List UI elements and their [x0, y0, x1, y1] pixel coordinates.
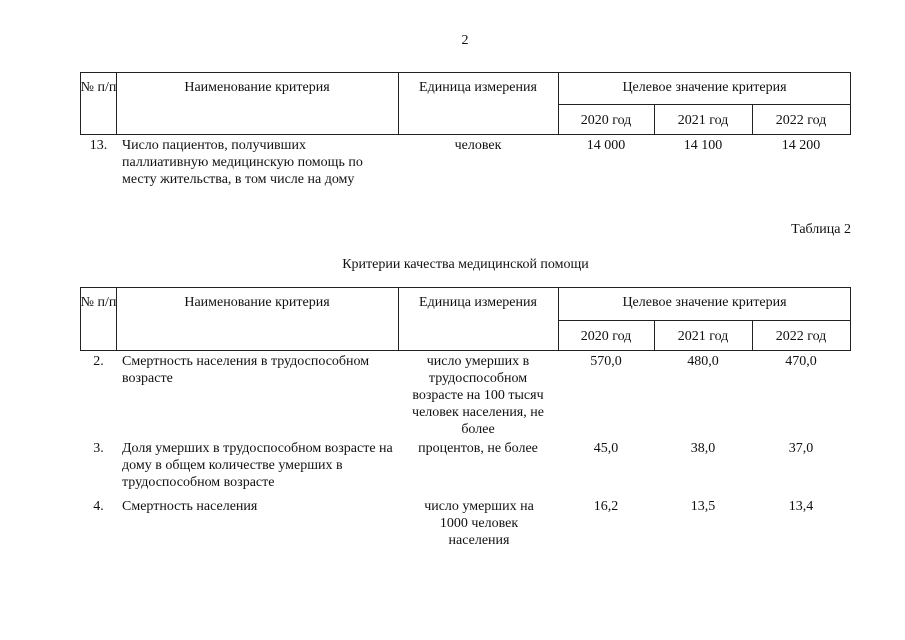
row-value-2022: 37,0	[788, 441, 814, 456]
row-value-2020: 14 000	[586, 138, 626, 153]
table-2-header-year-2020: 2020 год	[580, 329, 632, 344]
table-2-header-num: № п/п	[80, 295, 117, 310]
row-unit: человек	[454, 138, 502, 153]
table-2-header-divider	[558, 320, 851, 321]
row-unit: процентов, не более	[418, 441, 538, 456]
row-value-2021: 480,0	[687, 354, 719, 369]
table-1-header-year-2020: 2020 год	[580, 113, 632, 128]
row-criterion: Смертность населения в трудоспособном возрасте	[122, 354, 370, 386]
table-2-header-year-2022: 2022 год	[775, 329, 827, 344]
table-1-header-name: Наименование критерия	[184, 80, 330, 95]
row-value-2021: 14 100	[683, 138, 723, 153]
table-2-header-bottom	[80, 350, 851, 351]
row-criterion: Число пациентов, получивших паллиативную медицинскую помощь по месту жительства, в том числе на дому	[122, 138, 363, 187]
row-value-2021: 13,5	[690, 499, 716, 514]
table-1-header-bottom	[80, 134, 851, 135]
row-num: 3.	[93, 441, 104, 456]
row-value-2022: 14 200	[781, 138, 821, 153]
row-num: 13.	[89, 138, 108, 153]
table-2-header-target: Целевое значение критерия	[622, 295, 787, 310]
table-2-title: Критерии качества медицинской помощи	[342, 257, 589, 272]
row-value-2022: 470,0	[785, 354, 817, 369]
table-2-header-year-2021: 2021 год	[677, 329, 729, 344]
row-value-2020: 570,0	[590, 354, 622, 369]
row-value-2022: 13,4	[788, 499, 814, 514]
table-1-border-top	[80, 72, 851, 73]
table-2-header-name: Наименование критерия	[184, 295, 330, 310]
table-1-header-divider	[558, 104, 851, 105]
row-value-2020: 16,2	[593, 499, 619, 514]
table-2-border-top	[80, 287, 851, 288]
table-1-header-unit: Единица измерения	[419, 80, 537, 95]
row-value-2021: 38,0	[690, 441, 716, 456]
table-2-label: Таблица 2	[791, 222, 851, 237]
table-1-header-year-2021: 2021 год	[677, 113, 729, 128]
page-number: 2	[461, 33, 469, 48]
row-num: 4.	[93, 499, 104, 514]
row-unit: число умерших на 1000 человек населения	[424, 499, 534, 548]
table-1-header-target: Целевое значение критерия	[622, 80, 787, 95]
row-unit: число умерших в трудоспособном возрасте на 100 тысяч человек населения, не более	[412, 354, 544, 437]
table-1-header-num: № п/п	[80, 80, 117, 95]
table-1-header-year-2022: 2022 год	[775, 113, 827, 128]
row-criterion: Доля умерших в трудоспособном возрасте на дому в общем количестве умерших в трудоспособном возрасте	[122, 441, 393, 490]
row-num: 2.	[93, 354, 104, 369]
row-criterion: Смертность населения	[122, 499, 258, 514]
row-value-2020: 45,0	[593, 441, 619, 456]
table-2-header-unit: Единица измерения	[419, 295, 537, 310]
